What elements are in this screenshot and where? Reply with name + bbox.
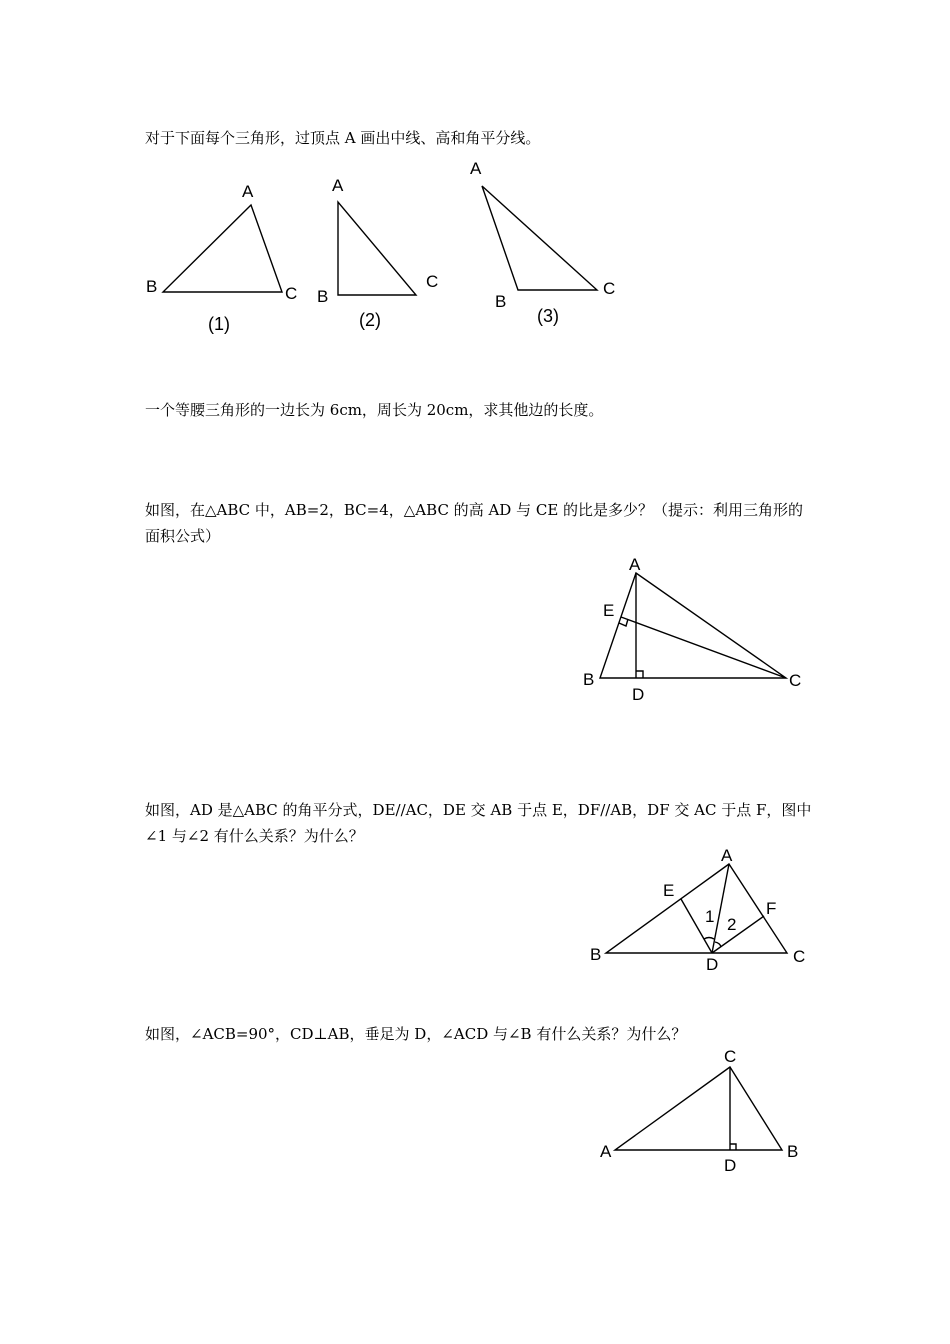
fig4-bisector-ad: [712, 864, 729, 953]
fig5-label-c: C: [724, 1047, 737, 1066]
fig3-right-angle-d: [636, 671, 643, 678]
question-3-line1: 如图，在△ABC 中，AB=2，BC=4，△ABC 的高 AD 与 CE 的比是多少？（提示：利用三角形的: [145, 501, 804, 519]
t2-label-a: A: [332, 176, 344, 195]
fig4-segment-df: [712, 916, 764, 953]
fig5-triangle: [615, 1067, 782, 1150]
fig5-label-a: A: [600, 1142, 612, 1161]
fig4-label-b: B: [590, 945, 602, 964]
question-1-text: 对于下面每个三角形，过顶点 A 画出中线、高和角平分线。: [145, 129, 541, 147]
question-4-line2: ∠1 与∠2 有什么关系？为什么？: [145, 827, 364, 845]
figure-5-right-triangle: [590, 1040, 820, 1180]
t3-label-b: B: [495, 292, 507, 311]
t2-label-b: B: [317, 287, 329, 306]
fig4-label-angle-1: 1: [705, 907, 715, 926]
t3-caption: (3): [537, 306, 559, 326]
fig4-label-d: D: [706, 955, 719, 974]
t3-label-a: A: [470, 159, 482, 178]
fig5-label-d: D: [724, 1156, 737, 1175]
fig4-label-f: F: [766, 899, 777, 918]
fig4-triangle: [606, 864, 787, 953]
t2-caption: (2): [359, 310, 381, 330]
fig3-altitude-ce: [621, 617, 786, 678]
triangle-3: [482, 186, 597, 290]
triangle-1: [163, 205, 282, 292]
fig5-right-angle-d: [730, 1144, 736, 1150]
fig5-label-b: B: [787, 1142, 799, 1161]
fig3-label-a: A: [629, 555, 641, 574]
fig3-triangle: [600, 573, 786, 678]
fig4-label-angle-2: 2: [727, 915, 737, 934]
figure-4-angle-bisector: [580, 840, 820, 980]
question-4-line1: 如图，AD 是△ABC 的角平分式，DE//AC，DE 交 AB 于点 E，DF//AB，DF 交 AC 于点 F，图中: [145, 801, 812, 819]
t2-label-c: C: [426, 272, 439, 291]
fig3-label-e: E: [603, 601, 615, 620]
fig4-label-c: C: [793, 947, 806, 966]
question-3-line2: 面积公式）: [145, 527, 221, 545]
t1-label-a: A: [242, 182, 254, 201]
fig3-label-c: C: [789, 671, 802, 690]
t1-caption: (1): [208, 314, 230, 334]
fig4-angle-arc-2: [715, 942, 721, 947]
fig3-label-d: D: [632, 685, 645, 704]
question-5-text: 如图，∠ACB=90°，CD⊥AB，垂足为 D，∠ACD 与∠B 有什么关系？为什么？: [145, 1025, 687, 1043]
fig3-label-b: B: [583, 670, 595, 689]
t1-label-b: B: [146, 277, 158, 296]
triangle-2: [338, 202, 416, 295]
fig4-angle-arc-1: [704, 938, 714, 940]
t1-label-c: C: [285, 284, 298, 303]
fig4-label-a: A: [721, 846, 733, 865]
fig4-label-e: E: [663, 881, 675, 900]
figure-1-triangles: [140, 150, 640, 350]
t3-label-c: C: [603, 279, 616, 298]
question-2-text: 一个等腰三角形的一边长为 6cm，周长为 20cm，求其他边的长度。: [145, 401, 604, 419]
figure-3-triangle-abc: [575, 550, 815, 710]
